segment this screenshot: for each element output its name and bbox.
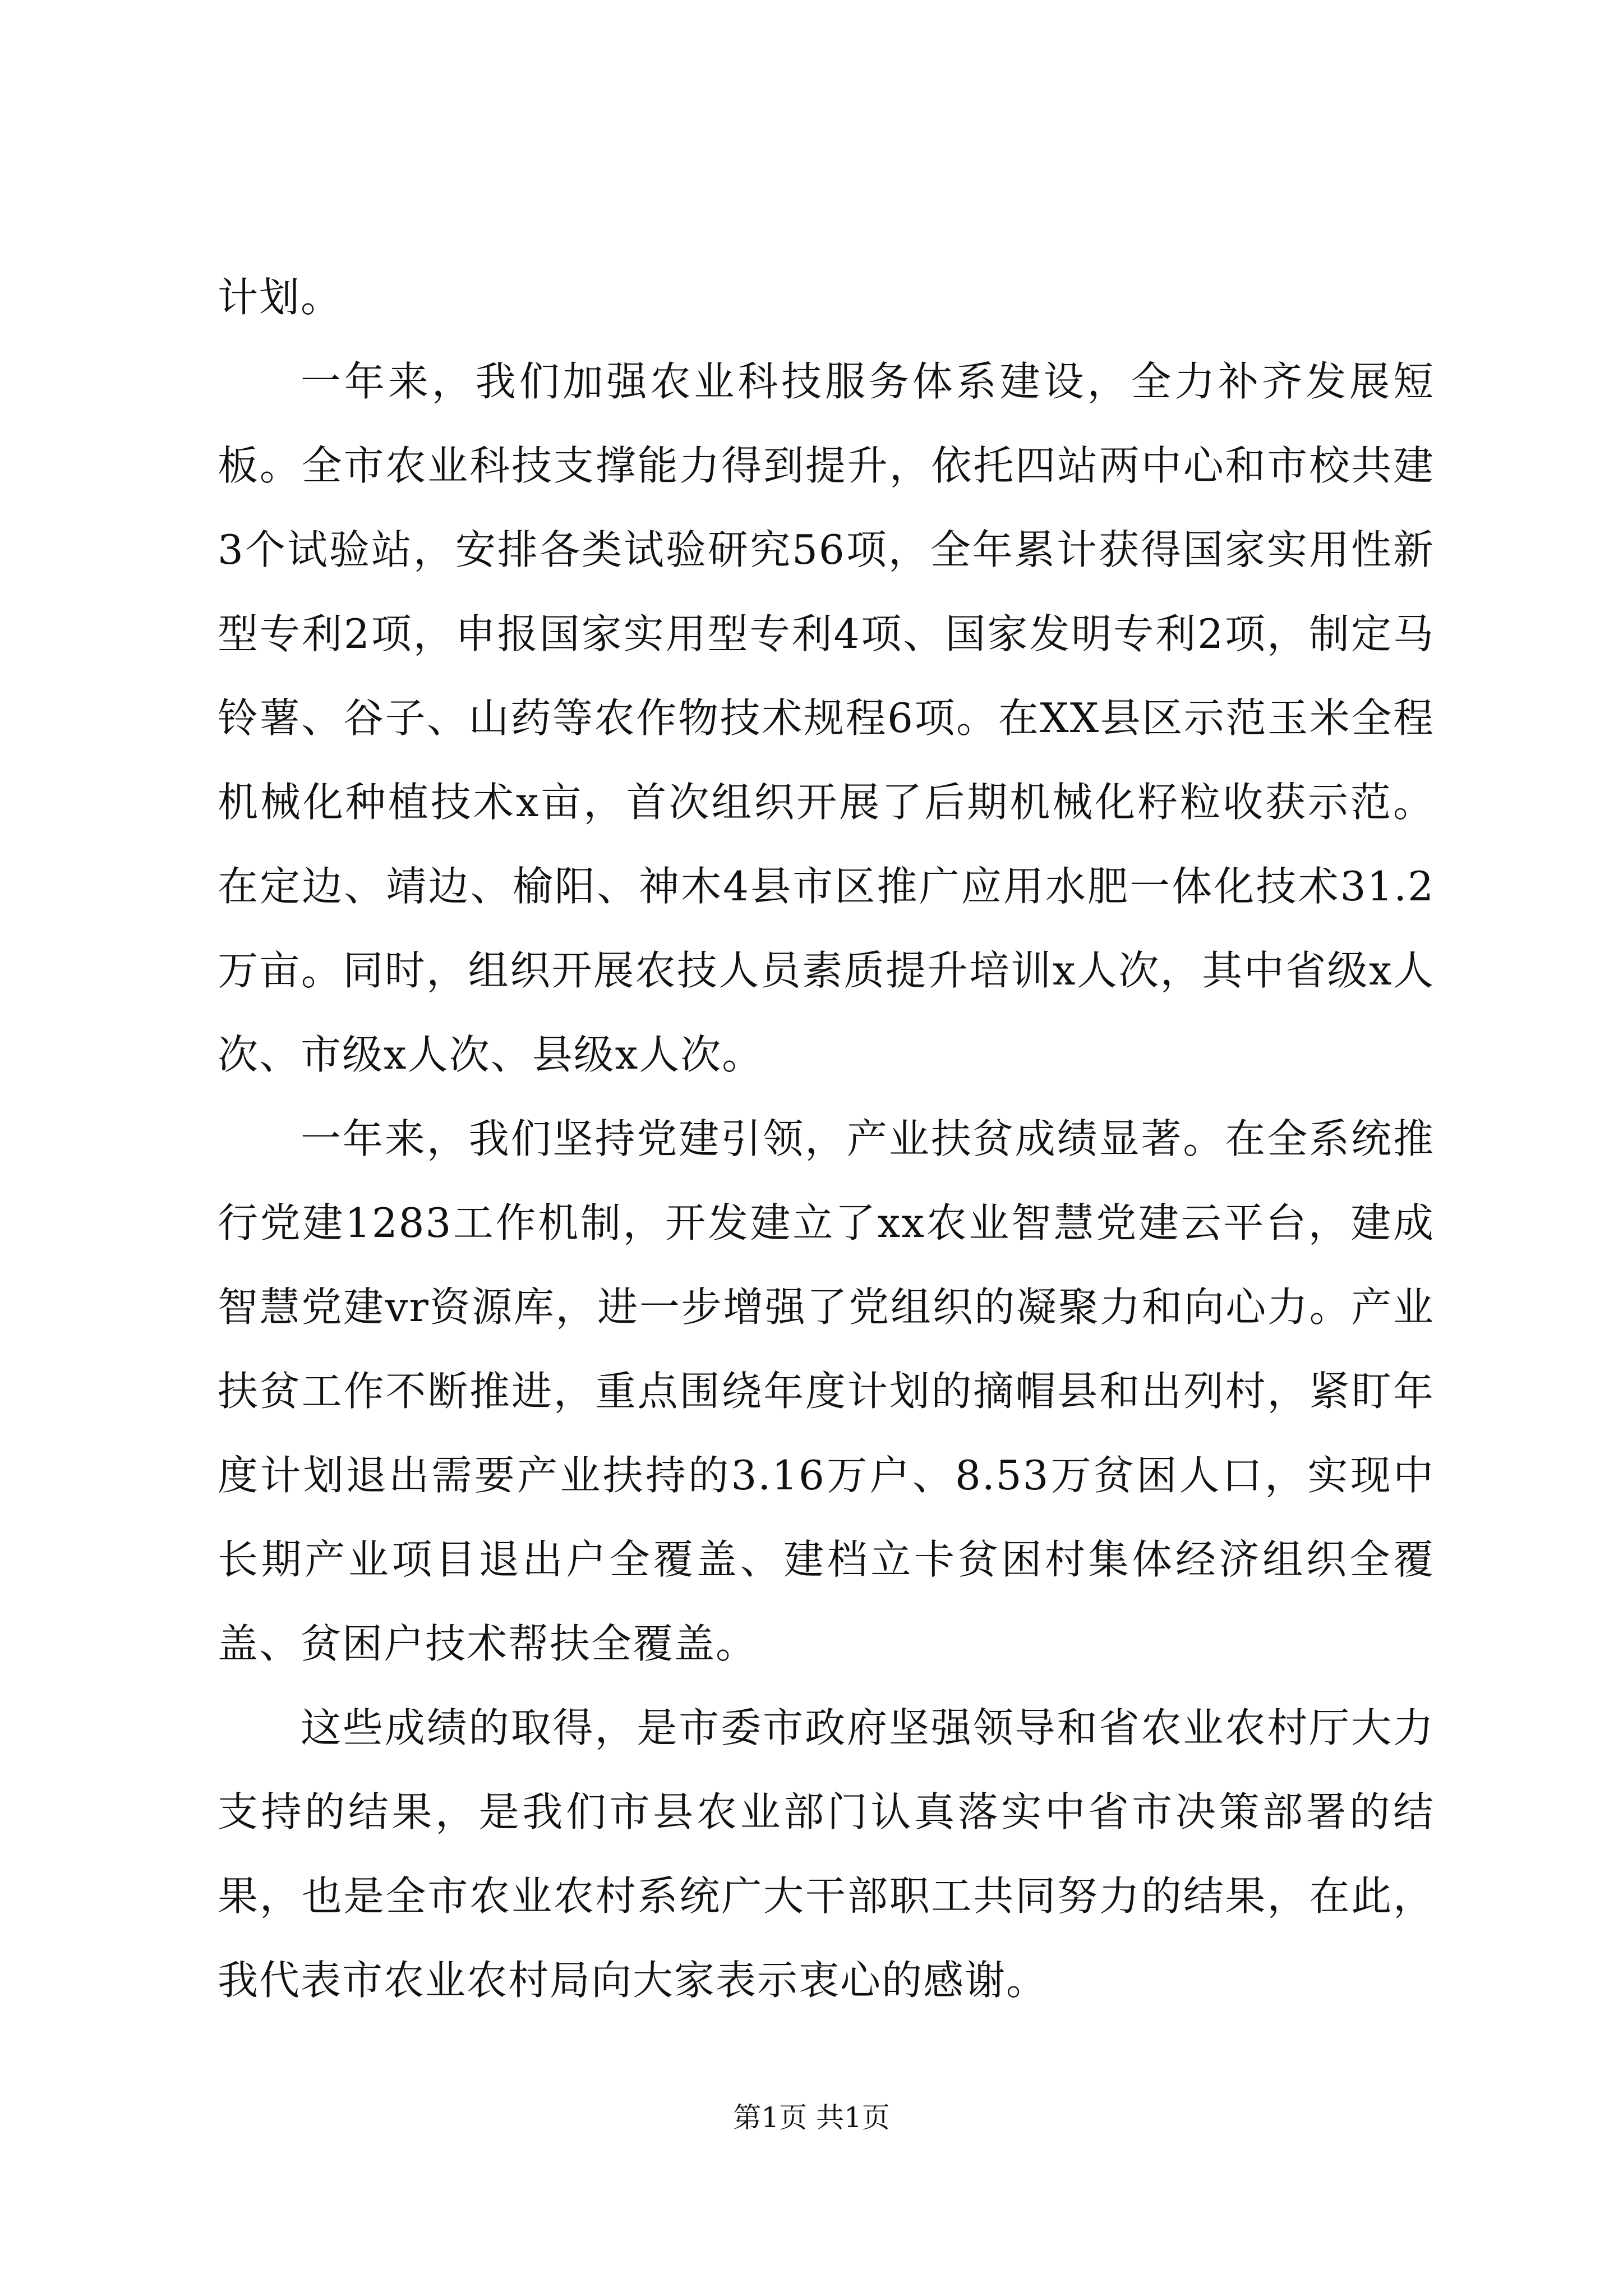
paragraph-party-building: 一年来，我们坚持党建引领，产业扶贫成绩显著。在全系统推行党建1283工作机制，开发建立了xx农业智慧党建云平台，建成智慧党建vr资源库，进一步增强了党组织的凝聚力和向心力。产业扶贫工作不断推进，重点围绕年度计划的摘帽县和出列村，紧盯年度计划退出需要产业扶持的3.16万户、8.53万贫困人口，实现中长期产业项目退出户全覆盖、建档立卡贫困村集体经济组织全覆盖、贫困户技术帮扶全覆盖。: [218, 1115, 1435, 1667]
paragraph-agri-tech: 一年来，我们加强农业科技服务体系建设，全力补齐发展短板。全市农业科技支撑能力得到提升，依托四站两中心和市校共建3个试验站，安排各类试验研究56项，全年累计获得国家实用性新型专利2项，申报国家实用型专利4项、国家发明专利2项，制定马铃薯、谷子、山药等农作物技术规程6项。在XX县区示范玉米全程机械化种植技术x亩，首次组织开展了后期机械化籽粒收获示范。在定边、靖边、榆阳、神木4县市区推广应用水肥一体化技术31.2万亩。同时，组织开展农技人员素质提升培训x人次，其中省级x人次、市级x人次、县级x人次。: [218, 358, 1435, 1078]
page-footer: 第1页 共1页: [733, 2101, 890, 2134]
paragraph-acknowledgement: 这些成绩的取得，是市委市政府坚强领导和省农业农村厅大力支持的结果，是我们市县农业部门认真落实中省市决策部署的结果，也是全市农业农村系统广大干部职工共同努力的结果，在此，我代表市农业农村局向大家表示衷心的感谢。: [218, 1704, 1435, 2004]
document-body: [218, 255, 1435, 2022]
paragraph-continuation: 计划。: [218, 274, 343, 321]
